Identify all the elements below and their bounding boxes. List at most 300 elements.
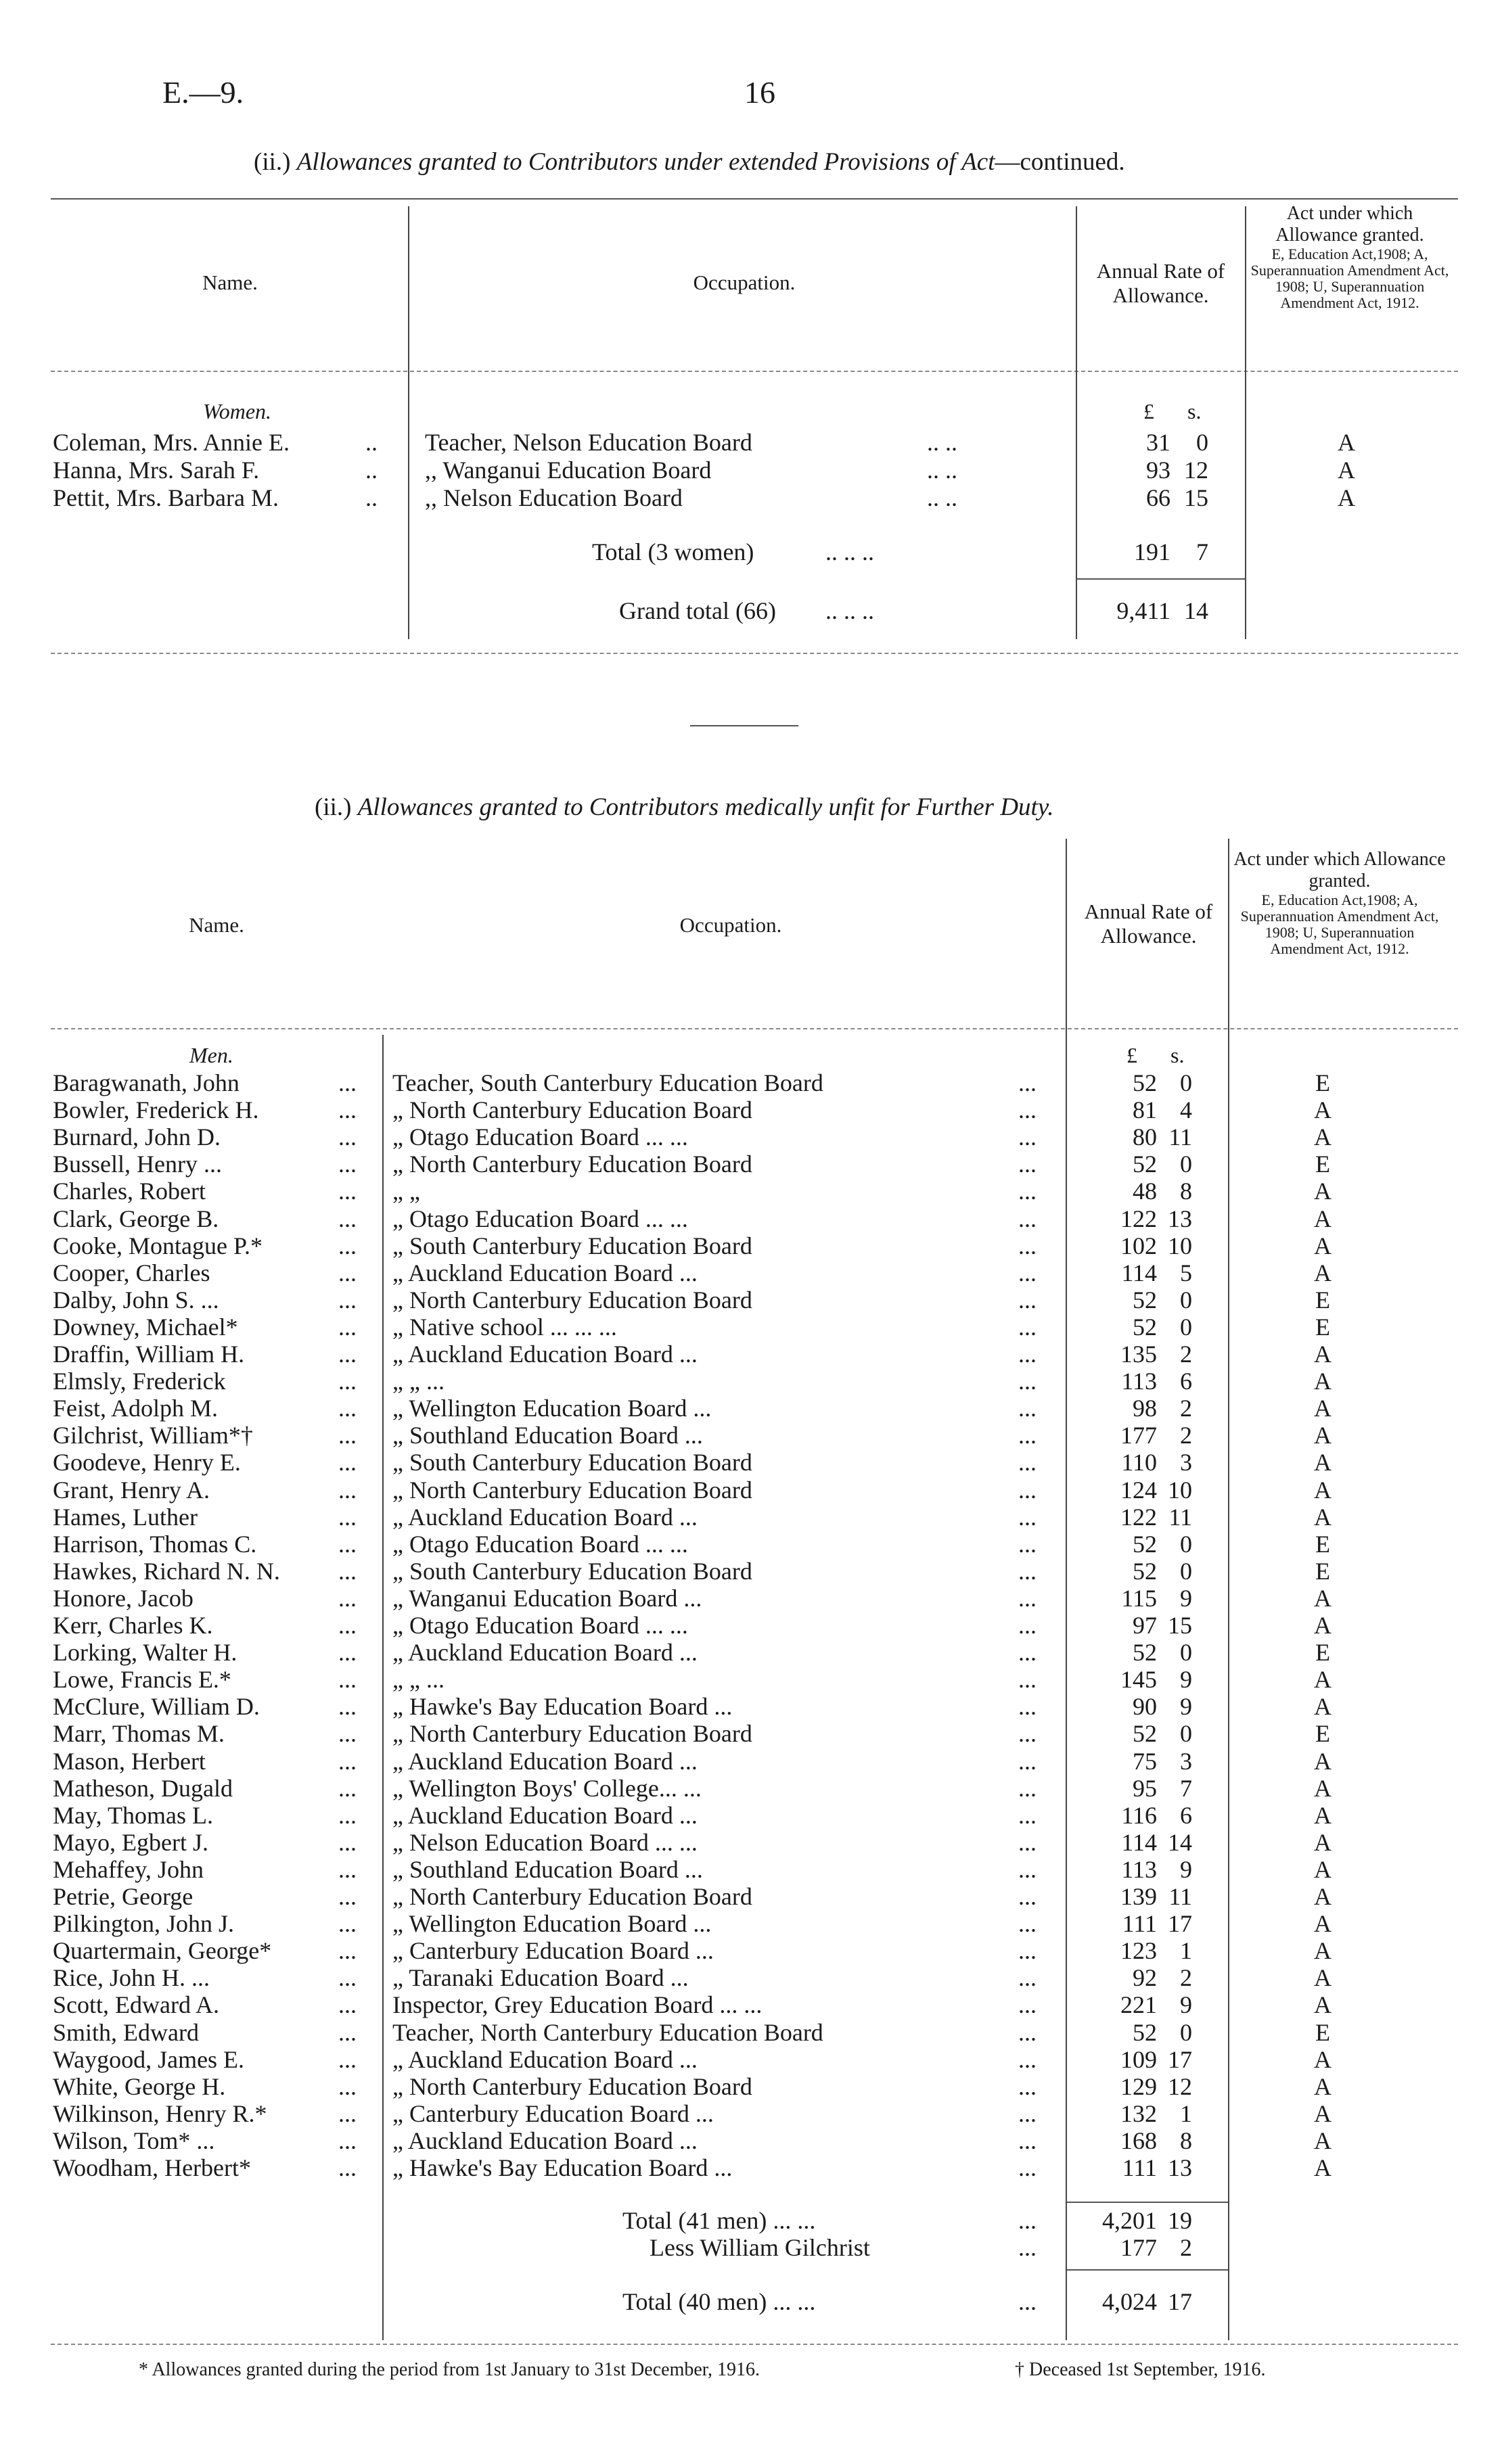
section2-caption	[315, 793, 1053, 822]
section2-total-40-leaders: ...	[1018, 2288, 1037, 2315]
row-name: Harrison, Thomas C.	[53, 1530, 257, 1558]
section2-total-40-label: Total (40 men) ... ...	[622, 2288, 816, 2315]
row-pounds: 115	[1121, 1584, 1157, 1612]
row-leaders: ...	[1018, 1422, 1037, 1449]
row-name-leaders: ...	[338, 1530, 357, 1558]
row-name: Smith, Edward	[53, 2018, 199, 2046]
row-leaders: ...	[1018, 2126, 1037, 2154]
row-occupation: „ North Canterbury Education Board	[392, 2072, 752, 2100]
row-name: Feist, Adolph M.	[53, 1395, 219, 1422]
row-occupation: „ Otago Education Board ... ...	[392, 1530, 688, 1558]
row-name-leaders: ...	[338, 1991, 357, 2019]
row-name: Pettit, Mrs. Barbara M.	[53, 484, 279, 511]
row-leaders: ...	[1018, 1178, 1037, 1205]
row-shillings: 9	[1180, 1855, 1192, 1883]
row-leaders: ...	[1018, 1828, 1037, 1856]
row-pounds: 98	[1133, 1395, 1157, 1422]
row-pounds: 129	[1120, 2072, 1157, 2100]
row-shillings: 0	[1180, 1530, 1192, 1558]
row-act: A	[1314, 1259, 1332, 1286]
row-name-leaders: ...	[338, 1693, 357, 1721]
row-shillings: 2	[1180, 1395, 1192, 1422]
row-act: A	[1314, 1747, 1332, 1775]
row-name: White, George H.	[53, 2072, 226, 2100]
row-leaders: ...	[1018, 2045, 1037, 2073]
row-name: Dalby, John S. ...	[53, 1286, 219, 1314]
row-pounds: 95	[1133, 1774, 1157, 1802]
row-name-leaders: ...	[338, 1395, 357, 1422]
row-shillings: 11	[1168, 1123, 1192, 1151]
row-leaders: ...	[1018, 1883, 1037, 1910]
row-act: E	[1315, 1313, 1330, 1341]
row-name: Mason, Herbert	[53, 1747, 206, 1775]
row-occupation: „ North Canterbury Education Board	[392, 1096, 752, 1124]
section2-act-legend: E, Education Act,1908; A, Superannuation Amendment Act, 1908; U, Superannuation Amendment Act, 1912.	[1240, 891, 1439, 957]
section1-total-pounds: 191	[1134, 538, 1170, 565]
row-act: A	[1314, 1232, 1332, 1259]
row-shillings: 17	[1168, 1910, 1192, 1938]
row-occupation: „ „ ...	[392, 1666, 445, 1694]
row-pounds: 111	[1122, 1910, 1157, 1938]
row-leaders: ...	[1018, 1937, 1037, 1965]
row-occupation: ,, Nelson Education Board	[425, 484, 683, 511]
row-occupation: „ South Canterbury Education Board	[392, 1449, 752, 1477]
row-leaders: ...	[1018, 1991, 1037, 2019]
row-occupation: „ Auckland Education Board ...	[392, 1503, 698, 1531]
row-name: Cooper, Charles	[53, 1259, 210, 1286]
row-act: A	[1338, 484, 1355, 511]
row-occupation: „ Canterbury Education Board ...	[392, 1937, 714, 1965]
row-shillings: 7	[1180, 1774, 1192, 1802]
row-pounds: 52	[1133, 1313, 1157, 1341]
row-name: Bowler, Frederick H.	[53, 1096, 259, 1124]
row-occupation: „ Wanganui Education Board ...	[392, 1584, 702, 1612]
row-name-leaders: ...	[338, 1286, 357, 1314]
row-leaders: .. ..	[927, 484, 957, 511]
row-act: A	[1314, 1449, 1332, 1477]
row-shillings: 15	[1168, 1612, 1192, 1639]
row-name-leaders: ...	[338, 1069, 357, 1096]
section2-col-divider-2	[1066, 839, 1067, 2340]
row-pounds: 139	[1120, 1883, 1157, 1910]
section1-col-divider-3	[1245, 206, 1246, 639]
row-occupation: „ „ ...	[392, 1368, 445, 1395]
row-name-leaders: ...	[338, 1123, 357, 1151]
row-shillings: 6	[1180, 1368, 1192, 1395]
row-name: Hanna, Mrs. Sarah F.	[53, 457, 260, 484]
row-shillings: 9	[1180, 1666, 1192, 1694]
row-act: E	[1315, 1069, 1330, 1096]
row-pounds: 132	[1120, 2099, 1157, 2127]
section2-total-men-pounds: 4,201	[1102, 2207, 1157, 2234]
row-leaders: .. ..	[927, 457, 957, 484]
section1-name-header: Name.	[202, 271, 258, 294]
row-pounds: 116	[1121, 1801, 1157, 1829]
row-shillings: 0	[1180, 1286, 1192, 1314]
row-leaders: ...	[1018, 1341, 1037, 1368]
row-shillings: 2	[1180, 1964, 1192, 1992]
row-shillings: 13	[1168, 1205, 1192, 1232]
row-act: A	[1314, 1828, 1332, 1856]
row-occupation: „ South Canterbury Education Board	[392, 1232, 752, 1259]
row-shillings: 1	[1180, 1937, 1192, 1965]
row-pounds: 111	[1122, 2154, 1157, 2181]
row-act: A	[1314, 1855, 1332, 1883]
row-leaders: ...	[1018, 1964, 1037, 1992]
row-name-leaders: ...	[338, 1449, 357, 1477]
row-occupation: „ North Canterbury Education Board	[392, 1720, 752, 1748]
row-occupation: „ Auckland Education Board ...	[392, 1639, 698, 1667]
section1-act-header	[1248, 203, 1451, 311]
row-occupation: „ Nelson Education Board ... ...	[392, 1828, 698, 1856]
section2-col-divider-3	[1228, 839, 1229, 2340]
row-occupation: ,, Wanganui Education Board	[425, 457, 712, 484]
row-name-leaders: ...	[338, 1774, 357, 1802]
row-name-leaders: ...	[338, 1720, 357, 1748]
footnote-dagger: † Deceased 1st September, 1916.	[1015, 2359, 1266, 2380]
section2-total-men-leaders: ...	[1018, 2207, 1037, 2234]
section1-bottom-rule	[51, 653, 1458, 654]
row-act: A	[1314, 1964, 1332, 1992]
row-pounds: 113	[1121, 1368, 1157, 1395]
row-act: A	[1314, 1584, 1332, 1612]
row-name: Bussell, Henry ...	[53, 1150, 222, 1178]
section2-occupation-header: Occupation.	[679, 913, 782, 937]
row-name-leaders: ...	[338, 1747, 357, 1775]
row-leaders: ...	[1018, 1639, 1037, 1667]
row-shillings: 2	[1180, 1341, 1192, 1368]
row-name: Gilchrist, William*†	[53, 1422, 253, 1449]
row-leaders: ...	[1018, 1720, 1037, 1748]
row-pounds: 97	[1133, 1612, 1157, 1639]
row-leaders: ...	[1018, 1801, 1037, 1829]
row-occupation: „ Auckland Education Board ...	[392, 2045, 698, 2073]
section1-grand-total-shillings: 14	[1184, 597, 1208, 624]
row-occupation: „ Hawke's Bay Education Board ...	[392, 1693, 733, 1721]
row-name-leaders: ..	[365, 457, 378, 484]
row-name: Pilkington, John J.	[53, 1910, 235, 1938]
row-name-leaders: ...	[338, 1883, 357, 1910]
row-leaders: ...	[1018, 1530, 1037, 1558]
row-shillings: 9	[1180, 1584, 1192, 1612]
row-pounds: 31	[1146, 429, 1170, 456]
section1-rate-header: Annual Rate of Allowance.	[1096, 259, 1225, 307]
row-name-leaders: ...	[338, 1937, 357, 1965]
row-shillings: 1	[1180, 2099, 1192, 2127]
section1-caption-italic: Allowances granted to Contributors under extended Provisions of Act	[296, 148, 995, 176]
row-name-leaders: ...	[338, 2154, 357, 2181]
section1-act-title: Act under which Allowance granted.	[1275, 203, 1424, 246]
row-act: A	[1314, 1883, 1332, 1910]
section1-col-divider-1	[408, 206, 409, 639]
section-separator	[690, 725, 798, 726]
row-pounds: 75	[1133, 1747, 1157, 1775]
section1-group-label: Women.	[203, 399, 272, 423]
row-shillings: 0	[1180, 2018, 1192, 2046]
row-name-leaders: ...	[338, 1476, 357, 1504]
row-name-leaders: ..	[365, 429, 378, 456]
row-shillings: 15	[1184, 484, 1208, 511]
row-name-leaders: ..	[365, 484, 378, 511]
section2-total-men-label: Total (41 men) ... ...	[622, 2207, 816, 2234]
row-name-leaders: ...	[338, 2045, 357, 2073]
row-act: A	[1314, 1123, 1332, 1151]
row-name: Draffin, William H.	[53, 1341, 245, 1368]
row-name-leaders: ...	[338, 1801, 357, 1829]
section1-occupation-header: Occupation.	[693, 271, 796, 294]
row-pounds: 90	[1133, 1693, 1157, 1721]
row-shillings: 12	[1168, 2072, 1192, 2100]
row-leaders: ...	[1018, 1286, 1037, 1314]
row-occupation: „ Canterbury Education Board ...	[392, 2099, 714, 2127]
row-name-leaders: ...	[338, 2099, 357, 2127]
row-name: Clark, George B.	[53, 1205, 219, 1232]
section2-name-header: Name.	[189, 913, 244, 937]
row-leaders: ...	[1018, 1395, 1037, 1422]
row-occupation: „ Auckland Education Board ...	[392, 1801, 698, 1829]
section2-less-pounds: 177	[1120, 2234, 1157, 2261]
row-leaders: ...	[1018, 1557, 1037, 1585]
row-name-leaders: ...	[338, 1828, 357, 1856]
row-occupation: Teacher, South Canterbury Education Board	[392, 1069, 823, 1096]
row-act: A	[1314, 1096, 1332, 1124]
section2-header-rule	[51, 1028, 1458, 1029]
row-act: A	[1314, 1910, 1332, 1938]
section2-total-men-shillings: 19	[1168, 2207, 1192, 2234]
row-pounds: 135	[1120, 1341, 1157, 1368]
section2-group-label: Men.	[189, 1043, 233, 1067]
row-act: A	[1314, 1178, 1332, 1205]
row-pounds: 102	[1120, 1232, 1157, 1259]
section1-caption-prefix: (ii.)	[254, 148, 291, 176]
row-name-leaders: ...	[338, 1612, 357, 1639]
row-name: Hames, Luther	[53, 1503, 198, 1531]
row-shillings: 8	[1180, 2126, 1192, 2154]
section1-shillings-head: s.	[1187, 399, 1202, 423]
row-occupation: „ South Canterbury Education Board	[392, 1557, 752, 1585]
row-act: A	[1314, 2154, 1332, 2181]
row-leaders: ...	[1018, 1503, 1037, 1531]
row-leaders: .. ..	[927, 429, 957, 456]
row-pounds: 109	[1120, 2045, 1157, 2073]
row-act: A	[1314, 1937, 1332, 1965]
row-name: Goodeve, Henry E.	[53, 1449, 241, 1477]
row-name-leaders: ...	[338, 1259, 357, 1286]
row-name: Mehaffey, John	[53, 1855, 204, 1883]
section2-less-leaders: ...	[1018, 2234, 1037, 2261]
row-leaders: ...	[1018, 1096, 1037, 1124]
row-shillings: 9	[1180, 1693, 1192, 1721]
row-leaders: ...	[1018, 1150, 1037, 1178]
row-name: Mayo, Egbert J.	[53, 1828, 208, 1856]
row-leaders: ...	[1018, 1368, 1037, 1395]
row-name-leaders: ...	[338, 2018, 357, 2046]
section1-pounds-head: £	[1143, 399, 1154, 423]
row-leaders: ...	[1018, 1476, 1037, 1504]
row-occupation: „ Wellington Education Board ...	[392, 1395, 712, 1422]
section1-total-leaders: .. .. ..	[825, 538, 874, 565]
row-act: E	[1315, 1286, 1330, 1314]
row-occupation: „ Southland Education Board ...	[392, 1855, 703, 1883]
row-act: A	[1314, 1774, 1332, 1802]
row-name: Marr, Thomas M.	[53, 1720, 225, 1748]
section1-total-rule	[1077, 578, 1245, 580]
row-name-leaders: ...	[338, 1910, 357, 1938]
row-pounds: 52	[1133, 1530, 1157, 1558]
row-name-leaders: ...	[338, 1639, 357, 1667]
row-leaders: ...	[1018, 1449, 1037, 1477]
section2-subtotal-rule-top	[1067, 2202, 1228, 2203]
row-act: A	[1314, 1612, 1332, 1639]
section2-subtotal-rule-bottom	[1067, 2269, 1228, 2271]
footnote-star: * Allowances granted during the period from 1st January to 31st December, 1916.	[139, 2359, 760, 2380]
row-name: Scott, Edward A.	[53, 1991, 219, 2019]
row-leaders: ...	[1018, 1774, 1037, 1802]
row-name: Lorking, Walter H.	[53, 1639, 237, 1667]
row-act: A	[1314, 2126, 1332, 2154]
row-occupation: „ Auckland Education Board ...	[392, 1341, 698, 1368]
row-occupation: „ Auckland Education Board ...	[392, 1747, 698, 1775]
row-occupation: Teacher, Nelson Education Board	[425, 429, 752, 456]
section2-less-shillings: 2	[1180, 2234, 1192, 2261]
row-leaders: ...	[1018, 1069, 1037, 1096]
section2-bottom-rule	[51, 2344, 1458, 2345]
row-leaders: ...	[1018, 1584, 1037, 1612]
row-shillings: 0	[1180, 1150, 1192, 1178]
row-shillings: 8	[1180, 1178, 1192, 1205]
row-act: E	[1315, 1150, 1330, 1178]
row-pounds: 52	[1133, 1069, 1157, 1096]
row-leaders: ...	[1018, 1205, 1037, 1232]
row-occupation: „ „	[392, 1178, 420, 1205]
row-leaders: ...	[1018, 1313, 1037, 1341]
row-shillings: 12	[1184, 457, 1208, 484]
row-pounds: 145	[1120, 1666, 1157, 1694]
row-pounds: 177	[1120, 1422, 1157, 1449]
row-shillings: 10	[1168, 1476, 1192, 1504]
row-name: Quartermain, George*	[53, 1937, 272, 1965]
row-shillings: 0	[1180, 1639, 1192, 1667]
row-leaders: ...	[1018, 1666, 1037, 1694]
section2-col-divider-1	[382, 1035, 384, 2340]
row-occupation: „ Auckland Education Board ...	[392, 1259, 698, 1286]
row-act: A	[1314, 1422, 1332, 1449]
row-shillings: 11	[1168, 1503, 1192, 1531]
row-pounds: 52	[1133, 2018, 1157, 2046]
section1-caption	[254, 147, 1125, 177]
row-act: A	[1314, 1693, 1332, 1721]
row-pounds: 52	[1133, 1639, 1157, 1667]
row-act: A	[1314, 1205, 1332, 1232]
section2-caption-italic: Allowances granted to Contributors medically unfit for Further Duty.	[357, 793, 1054, 821]
row-name: Honore, Jacob	[53, 1584, 194, 1612]
row-pounds: 113	[1121, 1855, 1157, 1883]
row-occupation: „ Otago Education Board ... ...	[392, 1123, 688, 1151]
row-occupation: „ North Canterbury Education Board	[392, 1883, 752, 1910]
row-pounds: 80	[1133, 1123, 1157, 1151]
row-pounds: 114	[1121, 1828, 1157, 1856]
section1-total-shillings: 7	[1196, 538, 1208, 565]
row-name-leaders: ...	[338, 1313, 357, 1341]
section2-act-title: Act under which Allowance granted.	[1233, 849, 1446, 891]
row-occupation: „ Native school ... ... ...	[392, 1313, 617, 1341]
section1-total-label: Total (3 women)	[592, 538, 754, 565]
row-name: Wilson, Tom* ...	[53, 2126, 215, 2154]
row-name: Cooke, Montague P.*	[53, 1232, 263, 1259]
row-name: Kerr, Charles K.	[53, 1612, 213, 1639]
row-leaders: ...	[1018, 1259, 1037, 1286]
row-leaders: ...	[1018, 2072, 1037, 2100]
row-pounds: 66	[1146, 484, 1170, 511]
row-shillings: 0	[1180, 1557, 1192, 1585]
row-pounds: 92	[1133, 1964, 1157, 1992]
row-pounds: 81	[1133, 1096, 1157, 1124]
section1-act-legend: E, Education Act,1908; A, Superannuation Amendment Act, 1908; U, Superannuation Amendment Act, 1912.	[1250, 246, 1449, 311]
row-name: Waygood, James E.	[53, 2045, 245, 2073]
section2-pounds-head: £	[1126, 1043, 1137, 1067]
row-leaders: ...	[1018, 1612, 1037, 1639]
row-name: Burnard, John D.	[53, 1123, 221, 1151]
row-act: A	[1314, 2072, 1332, 2100]
row-name: May, Thomas L.	[53, 1801, 213, 1829]
row-name: Hawkes, Richard N. N.	[53, 1557, 280, 1585]
row-occupation: Teacher, North Canterbury Education Board	[392, 2018, 823, 2046]
row-shillings: 4	[1180, 1096, 1192, 1124]
row-act: A	[1314, 1341, 1332, 1368]
row-act: E	[1315, 1639, 1330, 1667]
row-occupation: „ Auckland Education Board ...	[392, 2126, 698, 2154]
row-pounds: 168	[1120, 2126, 1157, 2154]
row-shillings: 14	[1168, 1828, 1192, 1856]
row-name-leaders: ...	[338, 1422, 357, 1449]
row-name: Petrie, George	[53, 1883, 194, 1910]
row-act: A	[1314, 1503, 1332, 1531]
section1-grand-total-leaders: .. .. ..	[825, 597, 874, 624]
section2-rate-header: Annual Rate of Allowance.	[1084, 900, 1213, 948]
row-name-leaders: ...	[338, 1503, 357, 1531]
section2-act-header	[1231, 849, 1448, 957]
row-name: McClure, William D.	[53, 1693, 260, 1721]
row-occupation: „ Otago Education Board ... ...	[392, 1205, 688, 1232]
row-occupation: „ Wellington Boys' College... ...	[392, 1774, 702, 1802]
row-occupation: „ Southland Education Board ...	[392, 1422, 703, 1449]
row-name: Wilkinson, Henry R.*	[53, 2099, 267, 2127]
row-occupation: Inspector, Grey Education Board ... ...	[392, 1991, 763, 2019]
row-shillings: 6	[1180, 1801, 1192, 1829]
row-name: Lowe, Francis E.*	[53, 1666, 231, 1694]
row-leaders: ...	[1018, 1232, 1037, 1259]
row-act: A	[1338, 429, 1355, 456]
row-occupation: „ Wellington Education Board ...	[392, 1910, 712, 1938]
row-name-leaders: ...	[338, 1178, 357, 1205]
row-shillings: 0	[1180, 1720, 1192, 1748]
row-leaders: ...	[1018, 1855, 1037, 1883]
row-name: Woodham, Herbert*	[53, 2154, 252, 2181]
row-pounds: 52	[1133, 1286, 1157, 1314]
row-leaders: ...	[1018, 1693, 1037, 1721]
row-name-leaders: ...	[338, 1341, 357, 1368]
section1-header-rule	[51, 371, 1458, 372]
section2-total-40-shillings: 17	[1168, 2288, 1192, 2315]
row-pounds: 48	[1133, 1178, 1157, 1205]
row-act: E	[1315, 1720, 1330, 1748]
row-act: A	[1314, 1476, 1332, 1504]
row-occupation: „ North Canterbury Education Board	[392, 1476, 752, 1504]
row-leaders: ...	[1018, 2099, 1037, 2127]
row-act: E	[1315, 2018, 1330, 2046]
row-name-leaders: ...	[338, 1666, 357, 1694]
row-pounds: 110	[1121, 1449, 1157, 1477]
